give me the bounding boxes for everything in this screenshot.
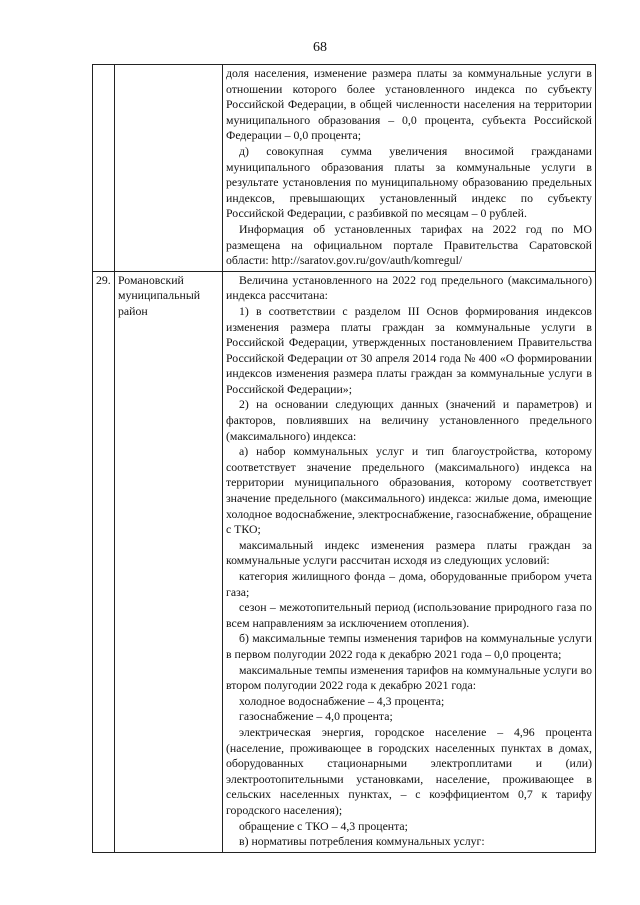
paragraph: Величина установленного на 2022 год предельного (максимального) индекса рассчитана: (226, 272, 592, 303)
paragraph: б) максимальные темпы изменения тарифов на коммунальные услуги в первом полугодии 2022 года к декабрю 2021 года – 0,0 процента; (226, 631, 592, 661)
table-row (93, 65, 596, 272)
paragraph: газоснабжение – 4,0 процента; (239, 709, 393, 724)
paragraph: сезон – межотопительный период (использование природного газа по всем направлениям за исключением отопления). (226, 600, 592, 630)
paragraph: доля населения, изменение размера платы за коммунальные услуги в отношении которого более установленного индекса по субъекту Российской Федерации, в общей численности населения на территории муниципального образования – 0,0 процента, субъекта Российской Федерации – 0,0 процента; (226, 66, 592, 143)
paragraph: категория жилищного фонда – дома, оборудованные прибором учета газа; (226, 569, 592, 599)
paragraph: максимальные темпы изменения тарифов на коммунальные услуги во втором полугодии 2022 года к декабрю 2021 года: (226, 662, 592, 693)
paragraph: электрическая энергия, городское население – 4,96 процента (население, проживающее в городских населенных пунктах в домах, оборудованных стационарными электроплитами и (или) электроотопительными установками, население, проживающее в сельских населенных пунктах, – с коэффициентом 0,7 к тарифу городского населения); (226, 724, 592, 817)
paragraph: обращение с ТКО – 4,3 процента; (239, 818, 408, 833)
paragraph: холодное водоснабжение – 4,3 процента; (239, 693, 445, 708)
row-number: 29. (93, 271, 115, 852)
page-number: 68 (313, 40, 327, 55)
row-number (93, 65, 115, 272)
row-name (115, 65, 223, 272)
paragraph: 1) в соответствии с разделом III Основ формирования индексов изменения размера платы граждан за коммунальные услуги в Российской Федерации, утвержденных постановлением Правительства Российской Федерации от 30 апреля 2014 года № 400 «О формировании индексов изменения размера платы граждан за коммунальные услуги в Российской Федерации»; (226, 303, 592, 396)
row-content (223, 65, 596, 272)
paragraph: 2) на основании следующих данных (значений и параметров) и факторов, повлиявших на величину установленного предельного (максимального) индекса: (226, 397, 592, 443)
paragraph: в) нормативы потребления коммунальных услуг: (239, 834, 485, 849)
table-row (93, 271, 596, 852)
paragraph: Информация об установленных тарифах на 2022 год по МО размещена на официальном портале Правительства Саратовской области: http://saratov.gov.ru/gov/auth/komregul/ (226, 221, 592, 268)
paragraph: а) набор коммунальных услуг и тип благоустройства, которому соответствует значение предельного (максимального) индекса на территории муниципального образования, которому соответствует значение предельного (максимального) индекса: жилые дома, имеющие холодное водоснабжение, электроснабжение, газоснабжение, обращение с ТКО; (226, 444, 592, 537)
paragraph: д) совокупная сумма увеличения вносимой гражданами муниципального образования платы за коммунальные услуги в результате установления по муниципальному образованию предельных индексов, превышающих установленный индекс по субъекту Российской Федерации, с разбивкой по месяцам – 0 рублей. (226, 143, 592, 221)
document-table (92, 64, 596, 853)
row-content (223, 271, 596, 852)
paragraph: максимальный индекс изменения размера платы граждан за коммунальные услуги рассчитан исходя из следующих условий: (226, 537, 592, 568)
row-name: Романовский муниципальный район (115, 271, 223, 852)
